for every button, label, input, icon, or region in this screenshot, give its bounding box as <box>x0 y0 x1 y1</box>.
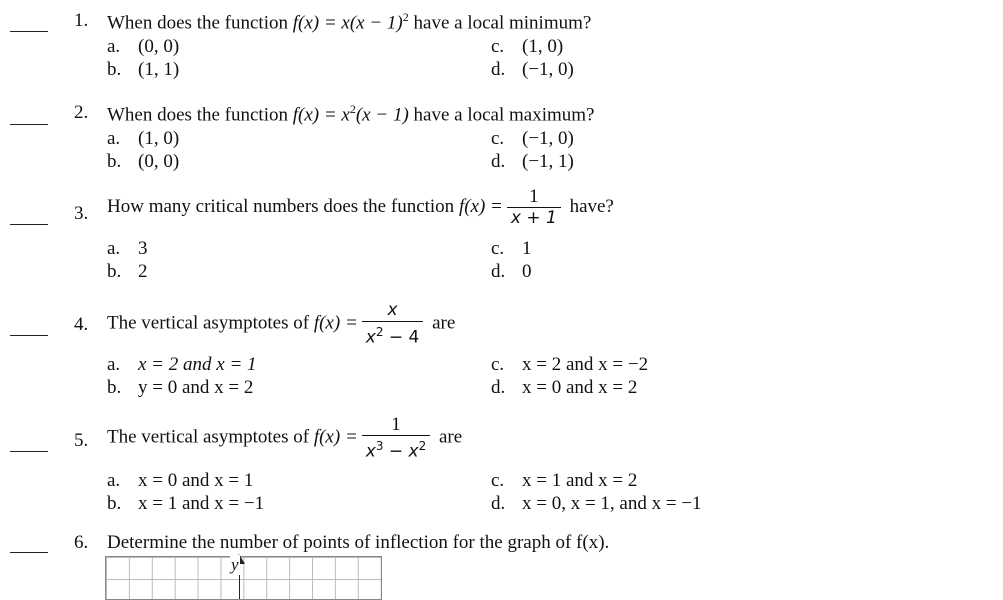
answer-blank-5[interactable] <box>10 451 48 452</box>
answer-blank-3[interactable] <box>10 224 48 225</box>
question-number-3: 3. <box>74 203 89 224</box>
option-3b[interactable]: b. 2 <box>107 261 148 282</box>
exponent: 2 <box>402 10 409 24</box>
stem-text-end: have? <box>569 195 614 217</box>
y-axis-label: y <box>231 555 239 574</box>
question-stem-6: Determine the number of points of inflection for the graph of f(x). <box>107 532 610 553</box>
option-2b[interactable]: b. (0, 0) <box>107 151 180 172</box>
option-2d[interactable]: d. (−1, 1) <box>491 151 574 172</box>
function-lhs: f(x) = <box>313 426 358 448</box>
stem-text-end: have a local minimum? <box>413 12 592 34</box>
graph-grid <box>105 556 382 600</box>
option-1d[interactable]: d. (−1, 0) <box>491 59 574 80</box>
answer-blank-2[interactable] <box>10 124 48 125</box>
function-rest: (x − 1) <box>355 104 409 126</box>
option-4c[interactable]: c. x = 2 and x = −2 <box>491 354 649 375</box>
option-1b[interactable]: b. (1, 1) <box>107 59 180 80</box>
option-4d[interactable]: d. x = 0 and x = 2 <box>491 377 638 398</box>
stem-text-end: have a local maximum? <box>413 104 595 126</box>
stem-text: The vertical asymptotes of <box>107 426 310 448</box>
function-rhs: x(x − 1) <box>341 12 403 34</box>
numerator: 1 <box>529 186 539 207</box>
option-3c[interactable]: c. 1 <box>491 238 532 259</box>
question-stem-4 <box>107 300 455 349</box>
denominator: $x^3 - x^2$ <box>362 435 430 463</box>
option-4b[interactable]: b. y = 0 and x = 2 <box>107 377 254 398</box>
stem-text-end: are <box>438 426 463 448</box>
fraction <box>362 300 424 349</box>
option-5c[interactable]: c. x = 1 and x = 2 <box>491 470 638 491</box>
stem-text-end: are <box>432 312 456 334</box>
option-4a[interactable]: a. x = 2 and x = 1 <box>107 354 257 375</box>
function-lhs: f(x) = <box>313 312 358 334</box>
question-number-1: 1. <box>74 10 89 31</box>
fraction <box>507 186 561 229</box>
option-2a[interactable]: a. (1, 0) <box>107 128 180 149</box>
option-5d[interactable]: d. x = 0, x = 1, and x = −1 <box>491 493 702 514</box>
answer-blank-6[interactable] <box>10 552 48 553</box>
function-var: x <box>341 104 350 126</box>
option-5b[interactable]: b. x = 1 and x = −1 <box>107 493 265 514</box>
denominator: $x^2 - 4$ <box>362 321 424 349</box>
numerator: 1 <box>391 414 401 435</box>
option-1a[interactable]: a. (0, 0) <box>107 36 180 57</box>
option-1c[interactable]: c. (1, 0) <box>491 36 564 57</box>
stem-text: When does the function <box>107 104 288 126</box>
question-stem-2 <box>107 102 595 126</box>
exponent: 2 <box>349 102 356 116</box>
option-5a[interactable]: a. x = 0 and x = 1 <box>107 470 254 491</box>
stem-text: The vertical asymptotes of <box>107 312 310 334</box>
numerator: x <box>387 300 398 320</box>
answer-blank-1[interactable] <box>10 31 48 32</box>
question-number-5: 5. <box>74 430 89 451</box>
question-number-6: 6. <box>74 532 89 553</box>
option-3d[interactable]: d. 0 <box>491 261 532 282</box>
option-2c[interactable]: c. (−1, 0) <box>491 128 574 149</box>
fraction <box>362 414 430 463</box>
denominator: x + 1 <box>507 207 561 229</box>
function-lhs: f(x) = <box>458 195 503 217</box>
stem-text: How many critical numbers does the function <box>107 195 455 217</box>
question-stem-5 <box>107 414 462 463</box>
function-lhs: f(x) = <box>292 12 337 34</box>
question-number-2: 2. <box>74 102 89 123</box>
option-3a[interactable]: a. 3 <box>107 238 148 259</box>
function-lhs: f(x) = <box>292 104 337 126</box>
question-stem-1 <box>107 10 591 34</box>
question-stem-3 <box>107 186 614 229</box>
question-number-4: 4. <box>74 314 89 335</box>
stem-text: When does the function <box>107 12 288 34</box>
answer-blank-4[interactable] <box>10 335 48 336</box>
